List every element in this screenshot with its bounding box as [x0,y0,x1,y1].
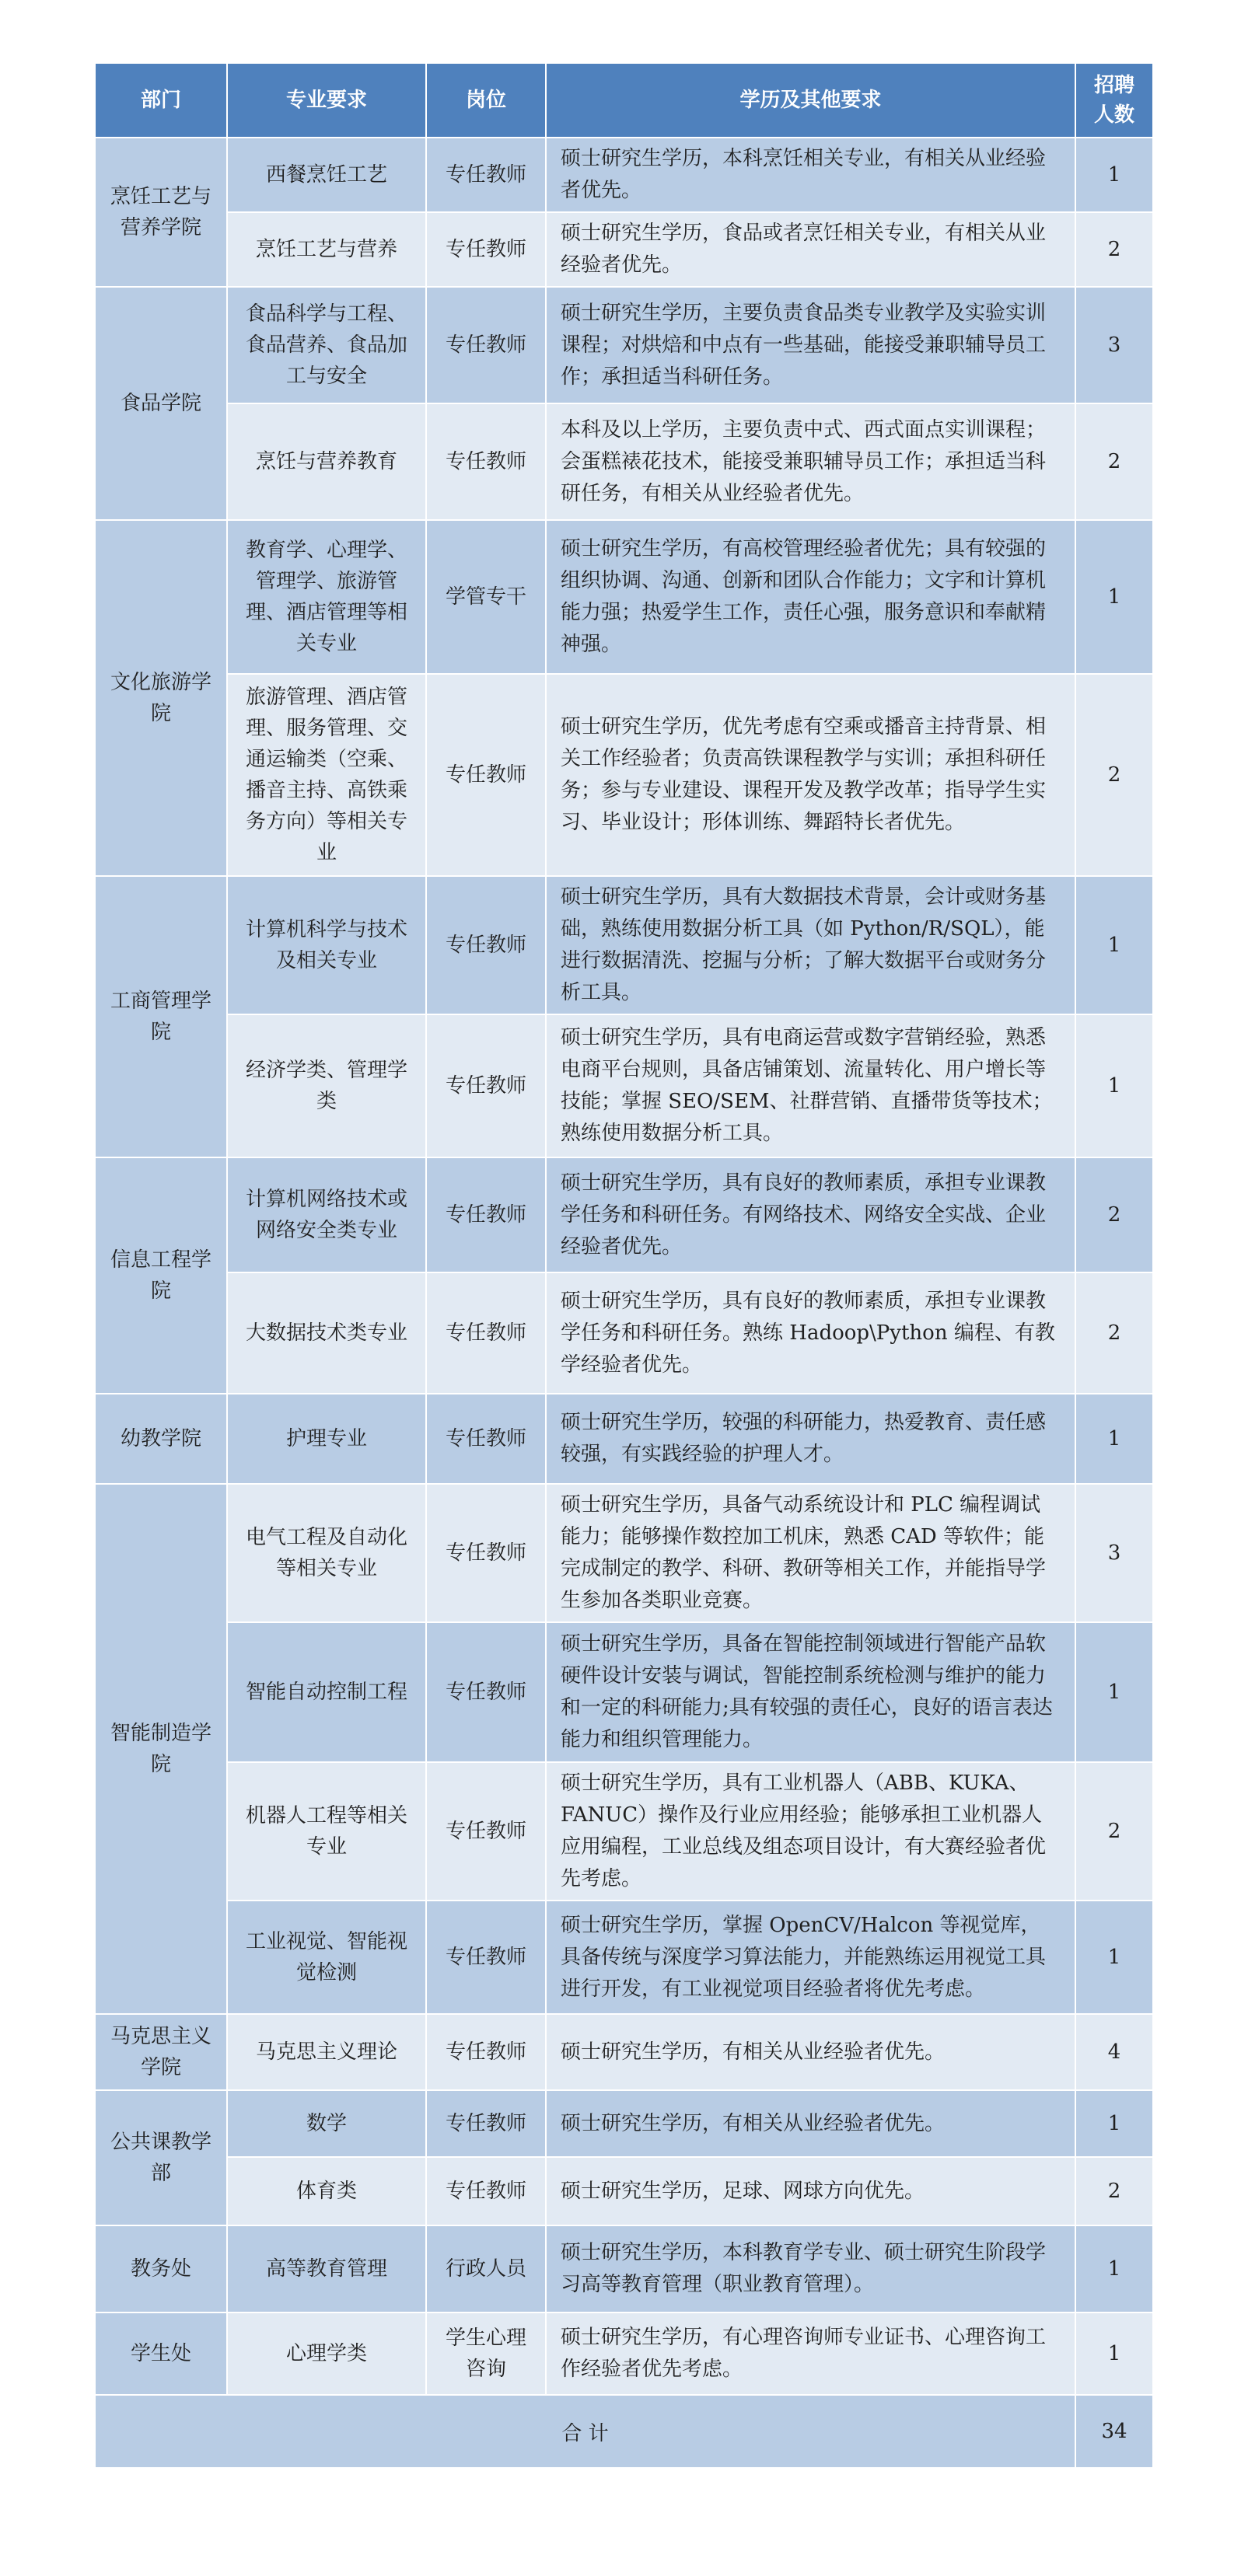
post-cell: 专任教师 [426,1484,546,1622]
requirement-cell: 硕士研究生学历，有相关从业经验者优先。 [546,2014,1075,2090]
header-req: 学历及其他要求 [546,63,1075,138]
count-cell: 2 [1075,2157,1153,2225]
department-cell: 教务处 [95,2225,227,2312]
table-row [95,1901,1153,2014]
post-cell: 专任教师 [426,138,546,212]
post-cell: 专任教师 [426,1901,546,2014]
table-row [95,2014,1153,2090]
post-cell: 学管专干 [426,520,546,674]
count-cell: 1 [1075,520,1153,674]
table-body [95,138,1153,2468]
table-row [95,1484,1153,1622]
requirement-cell: 硕士研究生学历，食品或者烹饪相关专业，有相关从业经验者优先。 [546,212,1075,287]
major-cell: 旅游管理、酒店管理、服务管理、交通运输类（空乘、播音主持、高铁乘务方向）等相关专业 [227,674,426,876]
major-cell: 护理专业 [227,1394,426,1484]
table-row [95,520,1153,674]
total-count: 34 [1075,2395,1153,2468]
post-cell: 专任教师 [426,403,546,520]
major-cell: 计算机网络技术或网络安全类专业 [227,1157,426,1272]
major-cell: 教育学、心理学、管理学、旅游管理、酒店管理等相关专业 [227,520,426,674]
department-cell: 学生处 [95,2312,227,2395]
table-row [95,2157,1153,2225]
post-cell: 专任教师 [426,1157,546,1272]
post-cell: 专任教师 [426,1394,546,1484]
table-row [95,1014,1153,1157]
department-cell: 马克思主义学院 [95,2014,227,2090]
post-cell: 专任教师 [426,1014,546,1157]
table-row [95,1394,1153,1484]
count-cell: 1 [1075,2225,1153,2312]
requirement-cell: 硕士研究生学历，具有良好的教师素质，承担专业课教学任务和科研任务。熟练 Hadoop\Python 编程、有教学经验者优先。 [546,1272,1075,1394]
post-cell: 专任教师 [426,1272,546,1394]
header-major: 专业要求 [227,63,426,138]
table-row [95,212,1153,287]
requirement-cell: 硕士研究生学历，优先考虑有空乘或播音主持背景、相关工作经验者；负责高铁课程教学与实训；承担科研任务；参与专业建设、课程开发及教学改革；指导学生实习、毕业设计；形体训练、舞蹈特长者优先。 [546,674,1075,876]
major-cell: 计算机科学与技术及相关专业 [227,876,426,1014]
count-cell: 1 [1075,1622,1153,1762]
requirement-cell: 硕士研究生学历，具备在智能控制领域进行智能产品软硬件设计安装与调试，智能控制系统检测与维护的能力和一定的科研能力;具有较强的责任心，良好的语言表达能力和组织管理能力。 [546,1622,1075,1762]
header-dept: 部门 [95,63,227,138]
department-cell: 智能制造学院 [95,1484,227,2014]
department-cell: 烹饪工艺与营养学院 [95,138,227,287]
count-cell: 4 [1075,2014,1153,2090]
post-cell: 专任教师 [426,674,546,876]
post-cell: 专任教师 [426,1762,546,1901]
major-cell: 机器人工程等相关专业 [227,1762,426,1901]
table-row [95,1272,1153,1394]
major-cell: 西餐烹饪工艺 [227,138,426,212]
header-post: 岗位 [426,63,546,138]
major-cell: 数学 [227,2090,426,2157]
count-cell: 2 [1075,212,1153,287]
major-cell: 经济学类、管理学类 [227,1014,426,1157]
count-cell: 2 [1075,674,1153,876]
requirement-cell: 硕士研究生学历，有心理咨询师专业证书、心理咨询工作经验者优先考虑。 [546,2312,1075,2395]
requirement-cell: 硕士研究生学历，本科烹饪相关专业，有相关从业经验者优先。 [546,138,1075,212]
major-cell: 食品科学与工程、食品营养、食品加工与安全 [227,287,426,403]
major-cell: 工业视觉、智能视觉检测 [227,1901,426,2014]
major-cell: 智能自动控制工程 [227,1622,426,1762]
department-cell: 公共课教学部 [95,2090,227,2225]
count-cell: 1 [1075,1014,1153,1157]
total-label: 合 计 [95,2395,1075,2468]
count-cell: 3 [1075,287,1153,403]
count-cell: 3 [1075,1484,1153,1622]
count-cell: 1 [1075,2312,1153,2395]
post-cell: 专任教师 [426,287,546,403]
count-cell: 2 [1075,403,1153,520]
count-cell: 2 [1075,1157,1153,1272]
department-cell: 文化旅游学院 [95,520,227,876]
table-row [95,876,1153,1014]
post-cell: 专任教师 [426,2090,546,2157]
department-cell: 食品学院 [95,287,227,520]
table-row [95,2225,1153,2312]
count-cell: 1 [1075,138,1153,212]
post-cell: 专任教师 [426,1622,546,1762]
count-cell: 2 [1075,1272,1153,1394]
count-cell: 1 [1075,1901,1153,2014]
count-cell: 1 [1075,1394,1153,1484]
requirement-cell: 硕士研究生学历，主要负责食品类专业教学及实验实训课程；对烘焙和中点有一些基础，能接受兼职辅导员工作；承担适当科研任务。 [546,287,1075,403]
requirement-cell: 硕士研究生学历，有高校管理经验者优先；具有较强的组织协调、沟通、创新和团队合作能力；文字和计算机能力强；热爱学生工作，责任心强，服务意识和奉献精神强。 [546,520,1075,674]
table-row [95,287,1153,403]
requirement-cell: 硕士研究生学历，具有工业机器人（ABB、KUKA、FANUC）操作及行业应用经验；能够承担工业机器人应用编程，工业总线及组态项目设计，有大赛经验者优先考虑。 [546,1762,1075,1901]
major-cell: 电气工程及自动化等相关专业 [227,1484,426,1622]
header-count: 招聘人数 [1075,63,1153,138]
post-cell: 行政人员 [426,2225,546,2312]
department-cell: 工商管理学院 [95,876,227,1157]
requirement-cell: 硕士研究生学历，具有大数据技术背景，会计或财务基础，熟练使用数据分析工具（如 Python/R/SQL），能进行数据清洗、挖掘与分析；了解大数据平台或财务分析工具。 [546,876,1075,1014]
count-cell: 1 [1075,876,1153,1014]
major-cell: 心理学类 [227,2312,426,2395]
table-row [95,138,1153,212]
major-cell: 马克思主义理论 [227,2014,426,2090]
requirement-cell: 硕士研究生学历，有相关从业经验者优先。 [546,2090,1075,2157]
header-row [95,63,1153,138]
requirement-cell: 硕士研究生学历，掌握 OpenCV/Halcon 等视觉库，具备传统与深度学习算法能力，并能熟练运用视觉工具进行开发，有工业视觉项目经验者将优先考虑。 [546,1901,1075,2014]
department-cell: 信息工程学院 [95,1157,227,1394]
requirement-cell: 硕士研究生学历，本科教育学专业、硕士研究生阶段学习高等教育管理（职业教育管理）。 [546,2225,1075,2312]
post-cell: 专任教师 [426,212,546,287]
requirement-cell: 硕士研究生学历，较强的科研能力，热爱教育、责任感较强，有实践经验的护理人才。 [546,1394,1075,1484]
major-cell: 烹饪与营养教育 [227,403,426,520]
post-cell: 学生心理咨询 [426,2312,546,2395]
major-cell: 烹饪工艺与营养 [227,212,426,287]
department-cell: 幼教学院 [95,1394,227,1484]
table-row [95,403,1153,520]
major-cell: 高等教育管理 [227,2225,426,2312]
major-cell: 体育类 [227,2157,426,2225]
table-row [95,1622,1153,1762]
requirement-cell: 本科及以上学历，主要负责中式、西式面点实训课程；会蛋糕裱花技术，能接受兼职辅导员工作；承担适当科研任务，有相关从业经验者优先。 [546,403,1075,520]
table-row [95,2090,1153,2157]
count-cell: 2 [1075,1762,1153,1901]
table-row [95,1762,1153,1901]
post-cell: 专任教师 [426,2014,546,2090]
requirement-cell: 硕士研究生学历，足球、网球方向优先。 [546,2157,1075,2225]
table-row [95,674,1153,876]
post-cell: 专任教师 [426,876,546,1014]
table-row [95,2312,1153,2395]
post-cell: 专任教师 [426,2157,546,2225]
recruitment-table [94,62,1154,2469]
requirement-cell: 硕士研究生学历，具有良好的教师素质，承担专业课教学任务和科研任务。有网络技术、网络安全实战、企业经验者优先。 [546,1157,1075,1272]
requirement-cell: 硕士研究生学历，具有电商运营或数字营销经验，熟悉电商平台规则，具备店铺策划、流量转化、用户增长等技能；掌握 SEO/SEM、社群营销、直播带货等技术；熟练使用数据分析工具。 [546,1014,1075,1157]
table-row [95,1157,1153,1272]
major-cell: 大数据技术类专业 [227,1272,426,1394]
count-cell: 1 [1075,2090,1153,2157]
requirement-cell: 硕士研究生学历，具备气动系统设计和 PLC 编程调试能力；能够操作数控加工机床，熟悉 CAD 等软件；能完成制定的教学、科研、教研等相关工作，并能指导学生参加各类职业竞赛。 [546,1484,1075,1622]
total-row [95,2395,1153,2468]
